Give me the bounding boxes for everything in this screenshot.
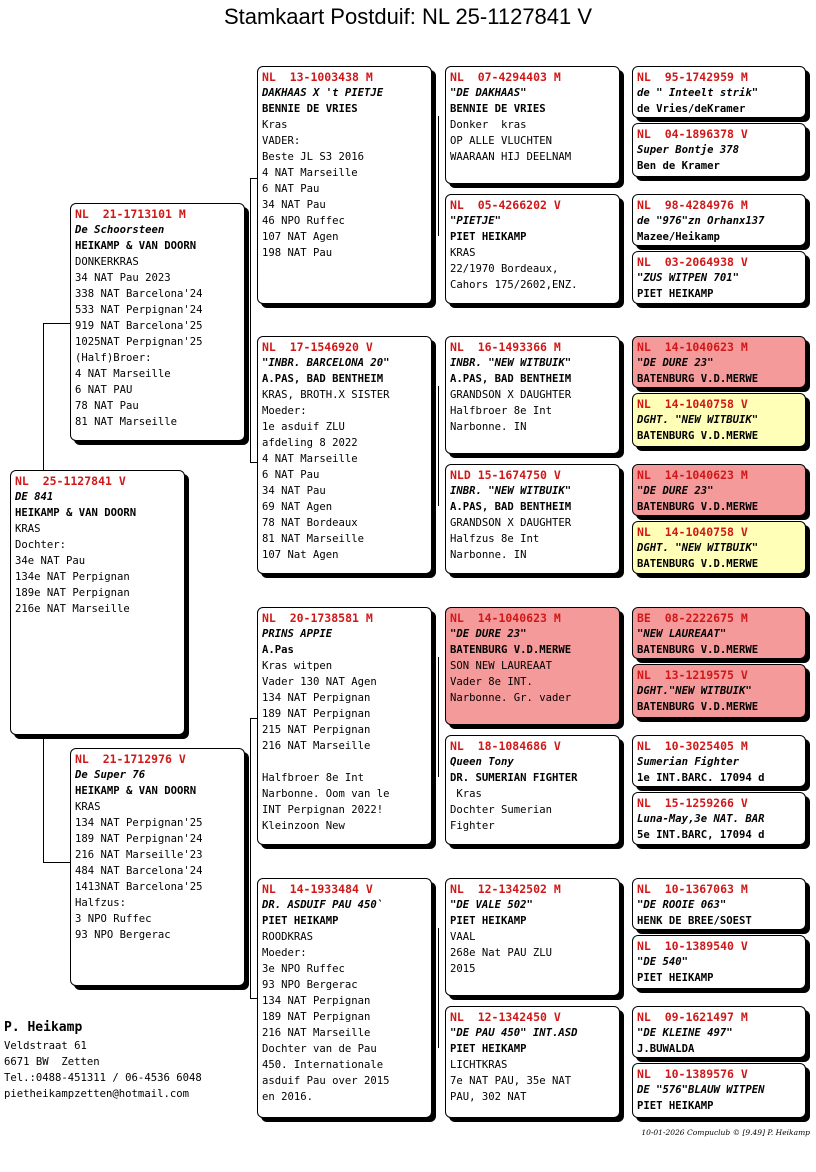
pigeon-info-line: Cahors 175/2602,ENZ. [450, 279, 578, 291]
breeder-name: PIET HEIKAMP [450, 231, 527, 243]
ring-number: NL 14-1040758 V [637, 397, 748, 411]
breeder-name: PIET HEIKAMP [450, 1043, 527, 1055]
pigeon-info-line: 1e asduif ZLU [262, 421, 345, 433]
pigeon-info-line: DONKERKRAS [75, 256, 139, 268]
pigeon-info-line: 189e NAT Perpignan [15, 587, 130, 599]
pigeon-card-gen4[interactable] [632, 464, 806, 516]
pigeon-name: de " Inteelt strik" [637, 87, 759, 99]
pigeon-card-gen4[interactable] [632, 521, 806, 574]
pigeon-info-line: 34 NAT Pau [262, 485, 326, 497]
pigeon-info-line: 216e NAT Marseille [15, 603, 130, 615]
pigeon-info-line: Kras witpen [262, 660, 333, 672]
pigeon-card-grandparent-fm[interactable] [257, 336, 432, 574]
pigeon-name: "NEW LAUREAAT" [637, 628, 727, 640]
pigeon-info-line: Kleinzoon New [262, 820, 345, 832]
pigeon-info-line: Donker kras [450, 119, 527, 131]
breeder-name: 5e INT.BARC, 17094 d [637, 829, 765, 841]
pigeon-name: DAKHAAS X 't PIETJE [262, 87, 384, 99]
ring-number: NL 12-1342502 M [450, 882, 561, 896]
pigeon-name: Queen Tony [450, 756, 514, 768]
pigeon-card-gen4[interactable] [632, 251, 806, 304]
breeder-name: BENNIE DE VRIES [262, 103, 358, 115]
ring-number: NL 10-1389540 V [637, 939, 748, 953]
ring-number: NL 13-1219575 V [637, 668, 748, 682]
pigeon-info-line: Dochter: [15, 539, 67, 551]
breeder-name: HEIKAMP & VAN DOORN [75, 240, 197, 252]
pigeon-info-line: 34 NAT Pau [262, 199, 326, 211]
pigeon-info-line: INT Perpignan 2022! [262, 804, 384, 816]
pigeon-name: DGHT. "NEW WITBUIK" [637, 542, 759, 554]
pigeon-name: "DE KLEINE 497" [637, 1027, 733, 1039]
breeder-name: Mazee/Heikamp [637, 231, 720, 243]
pigeon-info-line: Dochter Sumerian [450, 804, 553, 816]
connector-line [43, 323, 44, 470]
breeder-name: PIET HEIKAMP [262, 915, 339, 927]
pigeon-card-gen4[interactable] [632, 607, 806, 659]
pigeon-info-line: Halfzus 8e Int [450, 533, 540, 545]
ring-number: NL 07-4294403 M [450, 70, 561, 84]
pigeon-card-gen4[interactable] [632, 66, 806, 118]
ring-number: NL 21-1712976 V [75, 752, 186, 766]
pigeon-info-line: ROODKRAS [262, 931, 314, 943]
ring-number: NL 05-4266202 V [450, 198, 561, 212]
connector-line [250, 718, 257, 719]
pigeon-name: "DE ROOIE 063" [637, 899, 727, 911]
pigeon-card-great-grandparent[interactable] [445, 878, 620, 996]
pigeon-info-line: 78 NAT Pau [75, 400, 139, 412]
pigeon-info-line: 198 NAT Pau [262, 247, 333, 259]
pigeon-card-gen4[interactable] [632, 1006, 806, 1058]
pigeon-info-line: 93 NPO Bergerac [262, 979, 358, 991]
pigeon-name: DGHT."NEW WITBUIK" [637, 685, 752, 697]
pigeon-name: INBR. "NEW WITBUIK" [450, 485, 572, 497]
breeder-name: PIET HEIKAMP [450, 915, 527, 927]
pigeon-name: "DE PAU 450" INT.ASD [450, 1027, 578, 1039]
pigeon-info-line: GRANDSON X DAUGHTER [450, 389, 572, 401]
pigeon-info-line: Moeder: [262, 405, 307, 417]
pigeon-name: PRINS APPIE [262, 628, 333, 640]
breeder-name: Ben de Kramer [637, 160, 720, 172]
pigeon-card-grandparent-mf[interactable] [257, 607, 432, 845]
pigeon-name: Super Bontje 378 [637, 144, 740, 156]
ring-number: NL 17-1546920 V [262, 340, 373, 354]
ring-number: NL 25-1127841 V [15, 474, 126, 488]
ring-number: NL 14-1933484 V [262, 882, 373, 896]
pigeon-card-gen4[interactable] [632, 664, 806, 718]
ring-number: NL 14-1040623 M [637, 468, 748, 482]
pigeon-info-line: afdeling 8 2022 [262, 437, 358, 449]
pigeon-name: de "976"zn Orhanx137 [637, 215, 765, 227]
pigeon-card-great-grandparent[interactable] [445, 735, 620, 845]
pigeon-info-line: 4 NAT Marseille [262, 453, 358, 465]
connector-line [250, 718, 251, 998]
pigeon-info-line: Vader 130 NAT Agen [262, 676, 377, 688]
ring-number: NL 14-1040623 M [637, 340, 748, 354]
breeder-name: PIET HEIKAMP [637, 1100, 714, 1112]
pigeon-info-line: 7e NAT PAU, 35e NAT [450, 1075, 572, 1087]
breeder-name: HEIKAMP & VAN DOORN [15, 507, 137, 519]
pigeon-info-line: KRAS [450, 247, 476, 259]
breeder-name: HENK DE BREE/SOEST [637, 915, 752, 927]
pigeon-info-line: 2015 [450, 963, 476, 975]
ring-number: NL 14-1040623 M [450, 611, 561, 625]
pigeon-name: "DE DURE 23" [637, 485, 714, 497]
pigeon-info-line: 81 NAT Marseille [75, 416, 178, 428]
breeder-name: BATENBURG V.D.MERWE [637, 701, 759, 713]
connector-line [43, 323, 70, 324]
pigeon-name: Sumerian Fighter [637, 756, 740, 768]
pigeon-card-grandparent-ff[interactable] [257, 66, 432, 304]
pigeon-card-great-grandparent[interactable] [445, 66, 620, 184]
pigeon-info-line: KRAS [75, 801, 101, 813]
ring-number: NL 95-1742959 M [637, 70, 748, 84]
breeder-name: 1e INT.BARC. 17094 d [637, 772, 765, 784]
pigeon-name: Luna-May,3e NAT. BAR [637, 813, 765, 825]
pigeon-info-line: 134 NAT Perpignan'25 [75, 817, 203, 829]
ring-number: NL 15-1259266 V [637, 796, 748, 810]
connector-line [250, 462, 257, 463]
connector-line [250, 178, 251, 462]
pigeon-info-line: Halfbroer 8e Int [450, 405, 553, 417]
pigeon-info-line: Kras [262, 119, 288, 131]
pigeon-name: "DE VALE 502" [450, 899, 533, 911]
pigeon-info-line: 78 NAT Bordeaux [262, 517, 358, 529]
breeder-name: BATENBURG V.D.MERWE [637, 644, 759, 656]
pigeon-card-gen4[interactable] [632, 735, 806, 787]
pigeon-info-line: 450. Internationale [262, 1059, 384, 1071]
pigeon-card-great-grandparent[interactable] [445, 194, 620, 304]
pigeon-info-line: 189 NAT Perpignan [262, 1011, 371, 1023]
breeder-name: A.PAS, BAD BENTHEIM [262, 373, 384, 385]
connector-line [250, 998, 257, 999]
pigeon-info-line: Moeder: [262, 947, 307, 959]
breeder-name: BATENBURG V.D.MERWE [637, 373, 759, 385]
pigeon-card-great-grandparent[interactable] [445, 336, 620, 454]
breeder-name: de Vries/deKramer [637, 103, 746, 115]
ring-number: BE 08-2222675 M [637, 611, 748, 625]
pigeon-info-line: 134 NAT Perpignan [262, 692, 371, 704]
pigeon-info-line: 268e Nat PAU ZLU [450, 947, 553, 959]
pigeon-info-line: PAU, 302 NAT [450, 1091, 527, 1103]
pigeon-info-line: 6 NAT Pau [262, 183, 320, 195]
pigeon-name: "DE 540" [637, 956, 689, 968]
owner-phone: Tel.:0488-451311 / 06-4536 6048 [4, 1072, 202, 1084]
pigeon-card-gen4[interactable] [632, 935, 806, 989]
pigeon-info-line: 34 NAT Pau 2023 [75, 272, 171, 284]
connector-line [438, 386, 439, 506]
pigeon-name: DGHT. "NEW WITBUIK" [637, 414, 759, 426]
owner-block [4, 1018, 202, 1102]
breeder-name: DR. SUMERIAN FIGHTER [450, 772, 578, 784]
pigeon-info-line: Dochter van de Pau [262, 1043, 377, 1055]
ring-number: NL 20-1738581 M [262, 611, 373, 625]
ring-number: NL 21-1713101 M [75, 207, 186, 221]
pigeon-info-line: 134e NAT Perpignan [15, 571, 130, 583]
pigeon-info-line: 81 NAT Marseille [262, 533, 365, 545]
pigeon-info-line: Halfzus: [75, 897, 127, 909]
breeder-name: BATENBURG V.D.MERWE [450, 644, 572, 656]
pigeon-info-line: 4 NAT Marseille [262, 167, 358, 179]
page-title: Stamkaart Postduif: NL 25-1127841 V [223, 4, 593, 29]
pigeon-info-line: 4 NAT Marseille [75, 368, 171, 380]
pigeon-card-gen4[interactable] [632, 123, 806, 177]
pigeon-info-line: Narbonne. IN [450, 421, 527, 433]
breeder-name: PIET HEIKAMP [637, 972, 714, 984]
pigeon-name: DR. ASDUIF PAU 450` [262, 899, 384, 911]
pigeon-card-gen4[interactable] [632, 878, 806, 930]
pigeon-card-great-grandparent[interactable] [445, 464, 620, 574]
ring-number: NL 12-1342450 V [450, 1010, 561, 1024]
ring-number: NL 09-1621497 M [637, 1010, 748, 1024]
pigeon-info-line: 6 NAT Pau [262, 469, 320, 481]
ring-number: NL 18-1084686 V [450, 739, 561, 753]
pigeon-info-line: Narbonne. Oom van le [262, 788, 390, 800]
breeder-name: BATENBURG V.D.MERWE [637, 501, 759, 513]
pigeon-card-gen4[interactable] [632, 194, 806, 246]
pigeon-info-line: OP ALLE VLUCHTEN [450, 135, 553, 147]
pigeon-info-line: SON NEW LAUREAAT [450, 660, 553, 672]
pigeon-info-line: 1025NAT Perpignan'25 [75, 336, 203, 348]
pigeon-info-line: asduif Pau over 2015 [262, 1075, 390, 1087]
pigeon-info-line: GRANDSON X DAUGHTER [450, 517, 572, 529]
pigeon-info-line: (Half)Broer: [75, 352, 152, 364]
pigeon-name: DE 841 [15, 491, 54, 503]
ring-number: NL 98-4284976 M [637, 198, 748, 212]
pigeon-info-line: VAAL [450, 931, 476, 943]
pigeon-name: "DE DURE 23" [450, 628, 527, 640]
pigeon-info-line: 69 NAT Agen [262, 501, 333, 513]
pigeon-info-line: 1413NAT Barcelona'25 [75, 881, 203, 893]
pigeon-info-line: 134 NAT Perpignan [262, 995, 371, 1007]
pigeon-info-line: Narbonne. Gr. vader [450, 692, 572, 704]
pigeon-name: "DE DURE 23" [637, 357, 714, 369]
pigeon-info-line: Narbonne. IN [450, 549, 527, 561]
pigeon-name: INBR. "NEW WITBUIK" [450, 357, 572, 369]
pigeon-info-line: WAARAAN HIJ DEELNAM [450, 151, 572, 163]
ring-number: NL 10-3025405 M [637, 739, 748, 753]
pigeon-card-mother[interactable] [70, 748, 245, 986]
pigeon-info-line: KRAS [15, 523, 41, 535]
pigeon-info-line: Beste JL S3 2016 [262, 151, 365, 163]
pigeon-info-line: 6 NAT PAU [75, 384, 133, 396]
pigeon-card-gen4[interactable] [632, 1063, 806, 1118]
owner-address-city: 6671 BW Zetten [4, 1056, 100, 1068]
pigeon-info-line: 107 Nat Agen [262, 549, 339, 561]
pigeon-info-line: VADER: [262, 135, 301, 147]
breeder-name: BATENBURG V.D.MERWE [637, 430, 759, 442]
breeder-name: J.BUWALDA [637, 1043, 695, 1055]
pigeon-info-line: 216 NAT Marseille [262, 740, 371, 752]
breeder-name: A.PAS, BAD BENTHEIM [450, 373, 572, 385]
ring-number: NLD 15-1674750 V [450, 468, 561, 482]
pigeon-info-line: 215 NAT Perpignan [262, 724, 371, 736]
pigeon-info-line: en 2016. [262, 1091, 314, 1103]
pigeon-info-line: 189 NAT Perpignan [262, 708, 371, 720]
ring-number: NL 10-1389576 V [637, 1067, 748, 1081]
pigeon-info-line: 216 NAT Marseille'23 [75, 849, 203, 861]
pigeon-info-line: KRAS, BROTH.X SISTER [262, 389, 390, 401]
owner-email[interactable]: pietheikampzetten@hotmail.com [4, 1088, 189, 1100]
pigeon-info-line: Halfbroer 8e Int [262, 772, 365, 784]
pigeon-card-great-grandparent[interactable] [445, 1006, 620, 1118]
connector-line [438, 657, 439, 777]
pigeon-name: De Super 76 [75, 769, 146, 781]
pigeon-info-line: 484 NAT Barcelona'24 [75, 865, 203, 877]
breeder-name: PIET HEIKAMP [637, 288, 714, 300]
pigeon-name: "PIETJE" [450, 215, 502, 227]
pigeon-info-line: 533 NAT Perpignan'24 [75, 304, 203, 316]
breeder-name: BATENBURG V.D.MERWE [637, 558, 759, 570]
connector-line [250, 178, 257, 179]
ring-number: NL 13-1003438 M [262, 70, 373, 84]
owner-address-street: Veldstraat 61 [4, 1040, 87, 1052]
pigeon-name: "ZUS WITPEN 701" [637, 272, 740, 284]
pigeon-card-grandparent-mm[interactable] [257, 878, 432, 1118]
pigeon-info-line: 34e NAT Pau [15, 555, 86, 567]
breeder-name: HEIKAMP & VAN DOORN [75, 785, 197, 797]
pigeon-name: "DE DAKHAAS" [450, 87, 527, 99]
pigeon-info-line: 3e NPO Ruffec [262, 963, 345, 975]
breeder-name: A.Pas [262, 644, 294, 656]
connector-line [438, 116, 439, 236]
ring-number: NL 10-1367063 M [637, 882, 748, 896]
pigeon-info-line: 216 NAT Marseille [262, 1027, 371, 1039]
pigeon-card-gen4[interactable] [632, 792, 806, 845]
ring-number: NL 16-1493366 M [450, 340, 561, 354]
owner-name: P. Heikamp [4, 1020, 83, 1035]
pigeon-info-line: 93 NPO Bergerac [75, 929, 171, 941]
pigeon-info-line: 107 NAT Agen [262, 231, 339, 243]
ring-number: NL 14-1040758 V [637, 525, 748, 539]
pigeon-info-line: 189 NAT Perpignan'24 [75, 833, 203, 845]
connector-line [43, 735, 44, 862]
pigeon-card-father[interactable] [70, 203, 245, 441]
pigeon-card-gen4[interactable] [632, 336, 806, 388]
pigeon-info-line: 46 NPO Ruffec [262, 215, 345, 227]
ring-number: NL 04-1896378 V [637, 127, 748, 141]
pigeon-info-line: Fighter [450, 820, 495, 832]
ring-number: NL 03-2064938 V [637, 255, 748, 269]
pigeon-name: De Schoorsteen [75, 224, 165, 236]
footer-credit: 10-01-2026 Compuclub © [9.49] P. Heikamp [641, 1128, 810, 1137]
pigeon-name: DE "576"BLAUW WITPEN [637, 1084, 765, 1096]
pigeon-card-great-grandparent[interactable] [445, 607, 620, 725]
pigeon-info-line: Kras [450, 788, 482, 800]
pigeon-info-line: LICHTKRAS [450, 1059, 508, 1071]
breeder-name: BENNIE DE VRIES [450, 103, 546, 115]
pigeon-info-line: 3 NPO Ruffec [75, 913, 152, 925]
pigeon-card-gen4[interactable] [632, 393, 806, 447]
pigeon-info-line [262, 754, 427, 770]
pigeon-name: "INBR. BARCELONA 20" [262, 357, 390, 369]
breeder-name: A.PAS, BAD BENTHEIM [450, 501, 572, 513]
pigeon-info-line: Vader 8e INT. [450, 676, 533, 688]
pigeon-card-subject[interactable] [10, 470, 185, 735]
pigeon-info-line: 338 NAT Barcelona'24 [75, 288, 203, 300]
connector-line [438, 928, 439, 1048]
connector-line [43, 862, 70, 863]
pigeon-info-line: 22/1970 Bordeaux, [450, 263, 559, 275]
pigeon-info-line: 919 NAT Barcelona'25 [75, 320, 203, 332]
